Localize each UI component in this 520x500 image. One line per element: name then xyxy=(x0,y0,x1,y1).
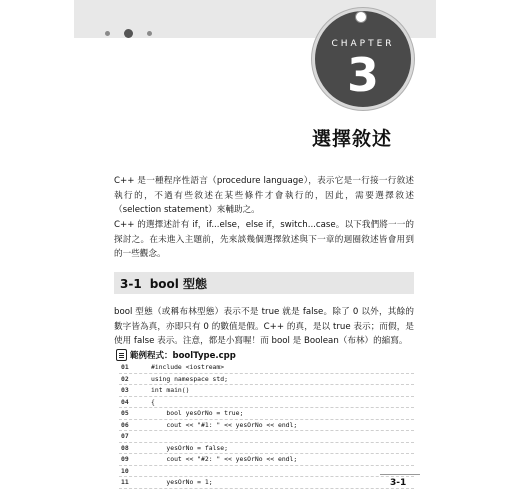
chapter-marker-icon xyxy=(355,11,367,23)
code-line: 05 bool yesOrNo = true; xyxy=(119,408,414,420)
section-title: bool 型態 xyxy=(149,277,208,291)
code-line: 01 #include <iostream> xyxy=(119,362,414,374)
example-label xyxy=(116,349,236,361)
code-line: 03 int main() xyxy=(119,385,414,397)
dot-icon xyxy=(105,31,110,36)
code-line: 10 xyxy=(119,466,414,478)
chapter-title: 選擇敘述 xyxy=(312,128,393,150)
code-line: 06 cout << "#1: " << yesOrNo << endl; xyxy=(119,420,414,432)
chapter-number: 3 xyxy=(346,48,379,102)
code-line: 11 yesOrNo = 1; xyxy=(119,477,414,489)
section-number: 3-1 xyxy=(120,277,142,291)
intro-paragraph-2: C++ 的選擇述計有 if，if...else，else if，switch...case。以下我們將一一的探討之。在未進入主題前，先來談幾個選擇敘述與下一章的迴圈敘述皆會用到的一些觀念。 xyxy=(114,220,414,259)
section-paragraph: bool 型態（或稱布林型態）表示不是 true 就是 false。除了 0 以外，其餘的數字皆為真，亦即只有 0 的數值是假。C++ 的真，是以 true 表示；而假，是使用 false 表示。注意，都是小寫喔！而 bool 是 Boolean（布林）的縮寫。 xyxy=(114,307,414,346)
section-heading xyxy=(114,272,414,294)
dot-icon xyxy=(147,31,152,36)
intro-paragraph-1: C++ 是一種程序性語言（procedure language），表示它是一行接一行敘述執行的，不過有些敘述在某些條件才會執行的，因此，需要選擇敘述（selection statement）來輔助之。 xyxy=(114,176,414,215)
code-line: 07 xyxy=(119,431,414,443)
header-dots xyxy=(105,29,152,38)
page-number: 3-1 xyxy=(390,478,407,488)
code-line: 02 using namespace std; xyxy=(119,374,414,386)
code-line: 09 cout << "#2: " << yesOrNo << endl; xyxy=(119,454,414,466)
footer-rule xyxy=(380,474,420,475)
dot-icon xyxy=(124,29,133,38)
example-label-text: 範例程式：boolType.cpp xyxy=(130,351,236,361)
chapter-badge xyxy=(312,8,414,110)
code-file-icon xyxy=(116,349,127,361)
code-line: 08 yesOrNo = false; xyxy=(119,443,414,455)
chapter-word: CHAPTER xyxy=(331,39,395,49)
code-line: 04 { xyxy=(119,397,414,409)
code-listing xyxy=(119,362,414,489)
